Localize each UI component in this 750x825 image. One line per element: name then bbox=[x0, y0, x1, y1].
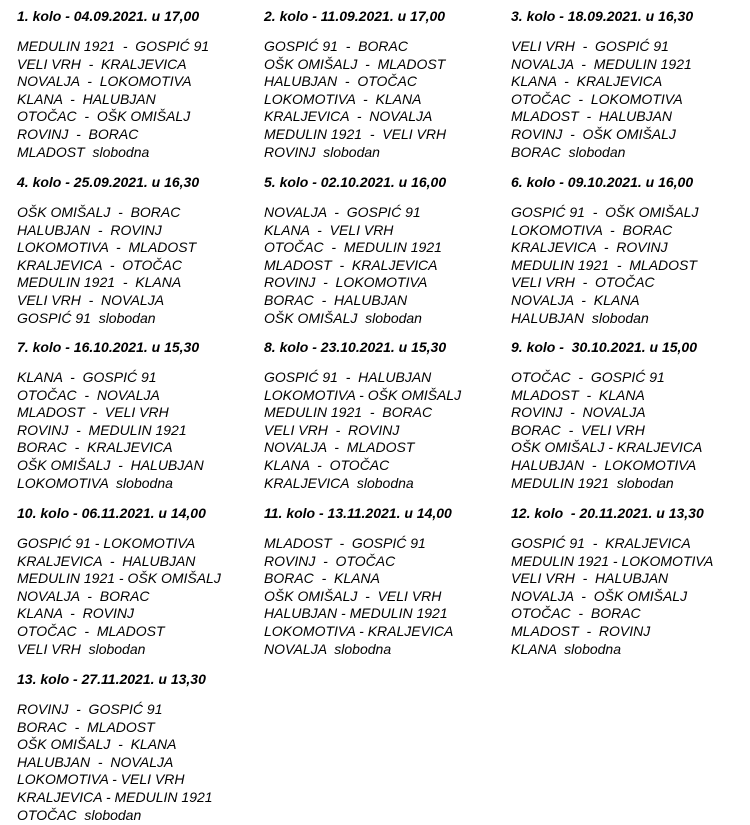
match-line: LOKOMOTIVA - KRALJEVICA bbox=[264, 622, 454, 639]
match-line: KRALJEVICA - HALUBJAN bbox=[17, 552, 196, 569]
match-line: KLANA - VELI VRH bbox=[264, 221, 394, 238]
match-line: VELI VRH - NOVALJA bbox=[17, 291, 165, 308]
round-6 bbox=[511, 174, 746, 327]
match-line: HALUBJAN - NOVALJA bbox=[17, 753, 174, 770]
bye-line: LOKOMOTIVA slobodna bbox=[17, 474, 173, 491]
match-line: ROVINJ - MEDULIN 1921 bbox=[17, 421, 187, 438]
match-line: ROVINJ - OTOČAC bbox=[264, 552, 396, 569]
match-list bbox=[511, 204, 746, 327]
round-title: 10. kolo - 06.11.2021. u 14,00 bbox=[17, 505, 206, 521]
match-line: NOVALJA - MEDULIN 1921 bbox=[511, 55, 692, 72]
match-line: ROVINJ - GOSPIĆ 91 bbox=[17, 701, 163, 717]
match-line: GOSPIĆ 91 - HALUBJAN bbox=[264, 369, 432, 385]
match-line: BORAC - KLANA bbox=[264, 570, 380, 587]
round-title: 5. kolo - 02.10.2021. u 16,00 bbox=[264, 174, 447, 190]
match-line: ROVINJ - NOVALJA bbox=[511, 404, 646, 421]
match-line: KLANA - OTOČAC bbox=[264, 456, 390, 473]
round-title: 7. kolo - 16.10.2021. u 15,30 bbox=[17, 339, 200, 355]
match-line: GOSPIĆ 91 - BORAC bbox=[264, 38, 408, 54]
match-line: HALUBJAN - MEDULIN 1921 bbox=[264, 605, 448, 622]
bye-line: KLANA slobodna bbox=[511, 640, 621, 657]
match-line: OTOČAC - MEDULIN 1921 bbox=[264, 239, 442, 256]
match-line: MLADOST - KLANA bbox=[511, 386, 645, 403]
match-line: VELI VRH - KRALJEVICA bbox=[17, 55, 187, 72]
match-line: MEDULIN 1921 - BORAC bbox=[264, 404, 433, 421]
match-line: VELI VRH - GOSPIĆ 91 bbox=[511, 38, 669, 54]
match-line: OTOČAC - NOVALJA bbox=[17, 386, 160, 403]
round-1 bbox=[17, 8, 252, 161]
match-list bbox=[264, 204, 499, 327]
match-list bbox=[17, 204, 252, 327]
match-line: OŠK OMIŠALJ - MLADOST bbox=[264, 55, 446, 72]
match-line: KLANA - GOSPIĆ 91 bbox=[17, 369, 157, 385]
match-line: GOSPIĆ 91 - OŠK OMIŠALJ bbox=[511, 204, 699, 220]
match-line: BORAC - HALUBJAN bbox=[264, 291, 408, 308]
match-line: GOSPIĆ 91 - KRALJEVICA bbox=[511, 535, 691, 551]
match-line: KLANA - HALUBJAN bbox=[17, 90, 156, 107]
match-line: MEDULIN 1921 - KLANA bbox=[17, 274, 182, 291]
bye-line: MLADOST slobodna bbox=[17, 143, 150, 160]
match-line: NOVALJA - GOSPIĆ 91 bbox=[264, 204, 421, 220]
match-line: LOKOMOTIVA - KLANA bbox=[264, 90, 422, 107]
match-line: LOKOMOTIVA - VELI VRH bbox=[17, 771, 185, 788]
round-title: 2. kolo - 11.09.2021. u 17,00 bbox=[264, 8, 446, 24]
round-11 bbox=[264, 505, 499, 658]
match-line: ROVINJ - OŠK OMIŠALJ bbox=[511, 125, 676, 142]
round-title: 13. kolo - 27.11.2021. u 13,30 bbox=[17, 671, 206, 687]
match-line: HALUBJAN - ROVINJ bbox=[17, 221, 162, 238]
match-list bbox=[264, 369, 499, 492]
round-9 bbox=[511, 339, 746, 492]
match-line: MLADOST - KRALJEVICA bbox=[264, 256, 438, 273]
match-line: OTOČAC - OŠK OMIŠALJ bbox=[17, 108, 191, 125]
round-13 bbox=[17, 671, 252, 824]
match-list bbox=[17, 369, 252, 492]
round-title: 11. kolo - 13.11.2021. u 14,00 bbox=[264, 505, 452, 521]
match-line: GOSPIĆ 91 - LOKOMOTIVA bbox=[17, 535, 196, 551]
round-8 bbox=[264, 339, 499, 492]
match-line: KRALJEVICA - OTOČAC bbox=[17, 256, 182, 273]
match-line: OŠK OMIŠALJ - HALUBJAN bbox=[17, 456, 204, 473]
round-title: 4. kolo - 25.09.2021. u 16,30 bbox=[17, 174, 200, 190]
match-line: KRALJEVICA - MEDULIN 1921 bbox=[17, 788, 213, 805]
match-line: ROVINJ - LOKOMOTIVA bbox=[264, 274, 428, 291]
match-line: NOVALJA - MLADOST bbox=[264, 439, 415, 456]
bye-line: HALUBJAN slobodan bbox=[511, 309, 649, 326]
match-list bbox=[511, 38, 746, 161]
round-3 bbox=[511, 8, 746, 161]
round-7 bbox=[17, 339, 252, 492]
bye-line: KRALJEVICA slobodna bbox=[264, 474, 414, 491]
match-line: MLADOST - ROVINJ bbox=[511, 622, 651, 639]
bye-line: GOSPIĆ 91 slobodan bbox=[17, 309, 156, 326]
match-line: OTOČAC - LOKOMOTIVA bbox=[511, 90, 683, 107]
round-title: 3. kolo - 18.09.2021. u 16,30 bbox=[511, 8, 694, 24]
round-2 bbox=[264, 8, 499, 161]
match-line: OŠK OMIŠALJ - KRALJEVICA bbox=[511, 439, 703, 456]
bye-line: VELI VRH slobodan bbox=[17, 640, 146, 657]
round-title: 6. kolo - 09.10.2021. u 16,00 bbox=[511, 174, 694, 190]
match-line: BORAC - KRALJEVICA bbox=[17, 439, 173, 456]
match-line: VELI VRH - HALUBJAN bbox=[511, 570, 669, 587]
match-line: KLANA - KRALJEVICA bbox=[511, 73, 663, 90]
bye-line: BORAC slobodan bbox=[511, 143, 626, 160]
match-line: LOKOMOTIVA - MLADOST bbox=[17, 239, 197, 256]
match-list bbox=[511, 535, 746, 658]
match-line: MEDULIN 1921 - GOSPIĆ 91 bbox=[17, 38, 210, 54]
match-line: KRALJEVICA - NOVALJA bbox=[264, 108, 433, 125]
match-line: NOVALJA - KLANA bbox=[511, 291, 640, 308]
round-title: 9. kolo - 30.10.2021. u 15,00 bbox=[511, 339, 697, 355]
round-4 bbox=[17, 174, 252, 327]
match-line: KLANA - ROVINJ bbox=[17, 605, 134, 622]
match-line: OŠK OMIŠALJ - VELI VRH bbox=[264, 587, 442, 604]
match-line: VELI VRH - OTOČAC bbox=[511, 274, 655, 291]
match-line: LOKOMOTIVA - BORAC bbox=[511, 221, 673, 238]
match-line: ROVINJ - BORAC bbox=[17, 125, 139, 142]
round-title: 1. kolo - 04.09.2021. u 17,00 bbox=[17, 8, 200, 24]
match-line: MEDULIN 1921 - OŠK OMIŠALJ bbox=[17, 570, 221, 587]
match-line: LOKOMOTIVA - OŠK OMIŠALJ bbox=[264, 386, 462, 403]
match-list bbox=[264, 38, 499, 161]
match-line: NOVALJA - BORAC bbox=[17, 587, 150, 604]
match-line: OTOČAC - BORAC bbox=[511, 605, 641, 622]
round-5 bbox=[264, 174, 499, 327]
match-line: OŠK OMIŠALJ - KLANA bbox=[17, 736, 177, 753]
match-line: HALUBJAN - OTOČAC bbox=[264, 73, 417, 90]
bye-line: ROVINJ slobodan bbox=[264, 143, 380, 160]
match-line: OTOČAC - MLADOST bbox=[17, 622, 165, 639]
round-12 bbox=[511, 505, 746, 658]
bye-line: OTOČAC slobodan bbox=[17, 806, 142, 823]
match-line: BORAC - MLADOST bbox=[17, 718, 155, 735]
match-line: HALUBJAN - LOKOMOTIVA bbox=[511, 456, 697, 473]
match-list bbox=[17, 535, 252, 658]
match-line: MEDULIN 1921 - LOKOMOTIVA bbox=[511, 552, 714, 569]
match-line: MLADOST - VELI VRH bbox=[17, 404, 169, 421]
bye-line: MEDULIN 1921 slobodan bbox=[511, 474, 674, 491]
match-line: MLADOST - HALUBJAN bbox=[511, 108, 673, 125]
match-line: VELI VRH - ROVINJ bbox=[264, 421, 400, 438]
bye-line: NOVALJA slobodna bbox=[264, 640, 392, 657]
round-10 bbox=[17, 505, 252, 658]
match-line: KRALJEVICA - ROVINJ bbox=[511, 239, 668, 256]
match-list bbox=[17, 38, 252, 161]
match-line: BORAC - VELI VRH bbox=[511, 421, 645, 438]
match-list bbox=[264, 535, 499, 658]
round-title: 12. kolo - 20.11.2021. u 13,30 bbox=[511, 505, 704, 521]
match-line: MLADOST - GOSPIĆ 91 bbox=[264, 535, 426, 551]
bye-line: OŠK OMIŠALJ slobodan bbox=[264, 309, 422, 326]
match-line: MEDULIN 1921 - VELI VRH bbox=[264, 125, 447, 142]
match-line: NOVALJA - LOKOMOTIVA bbox=[17, 73, 192, 90]
match-line: OŠK OMIŠALJ - BORAC bbox=[17, 204, 181, 220]
match-line: MEDULIN 1921 - MLADOST bbox=[511, 256, 697, 273]
match-list bbox=[17, 701, 252, 824]
match-line: OTOČAC - GOSPIĆ 91 bbox=[511, 369, 665, 385]
match-line: NOVALJA - OŠK OMIŠALJ bbox=[511, 587, 688, 604]
match-list bbox=[511, 369, 746, 492]
round-title: 8. kolo - 23.10.2021. u 15,30 bbox=[264, 339, 447, 355]
